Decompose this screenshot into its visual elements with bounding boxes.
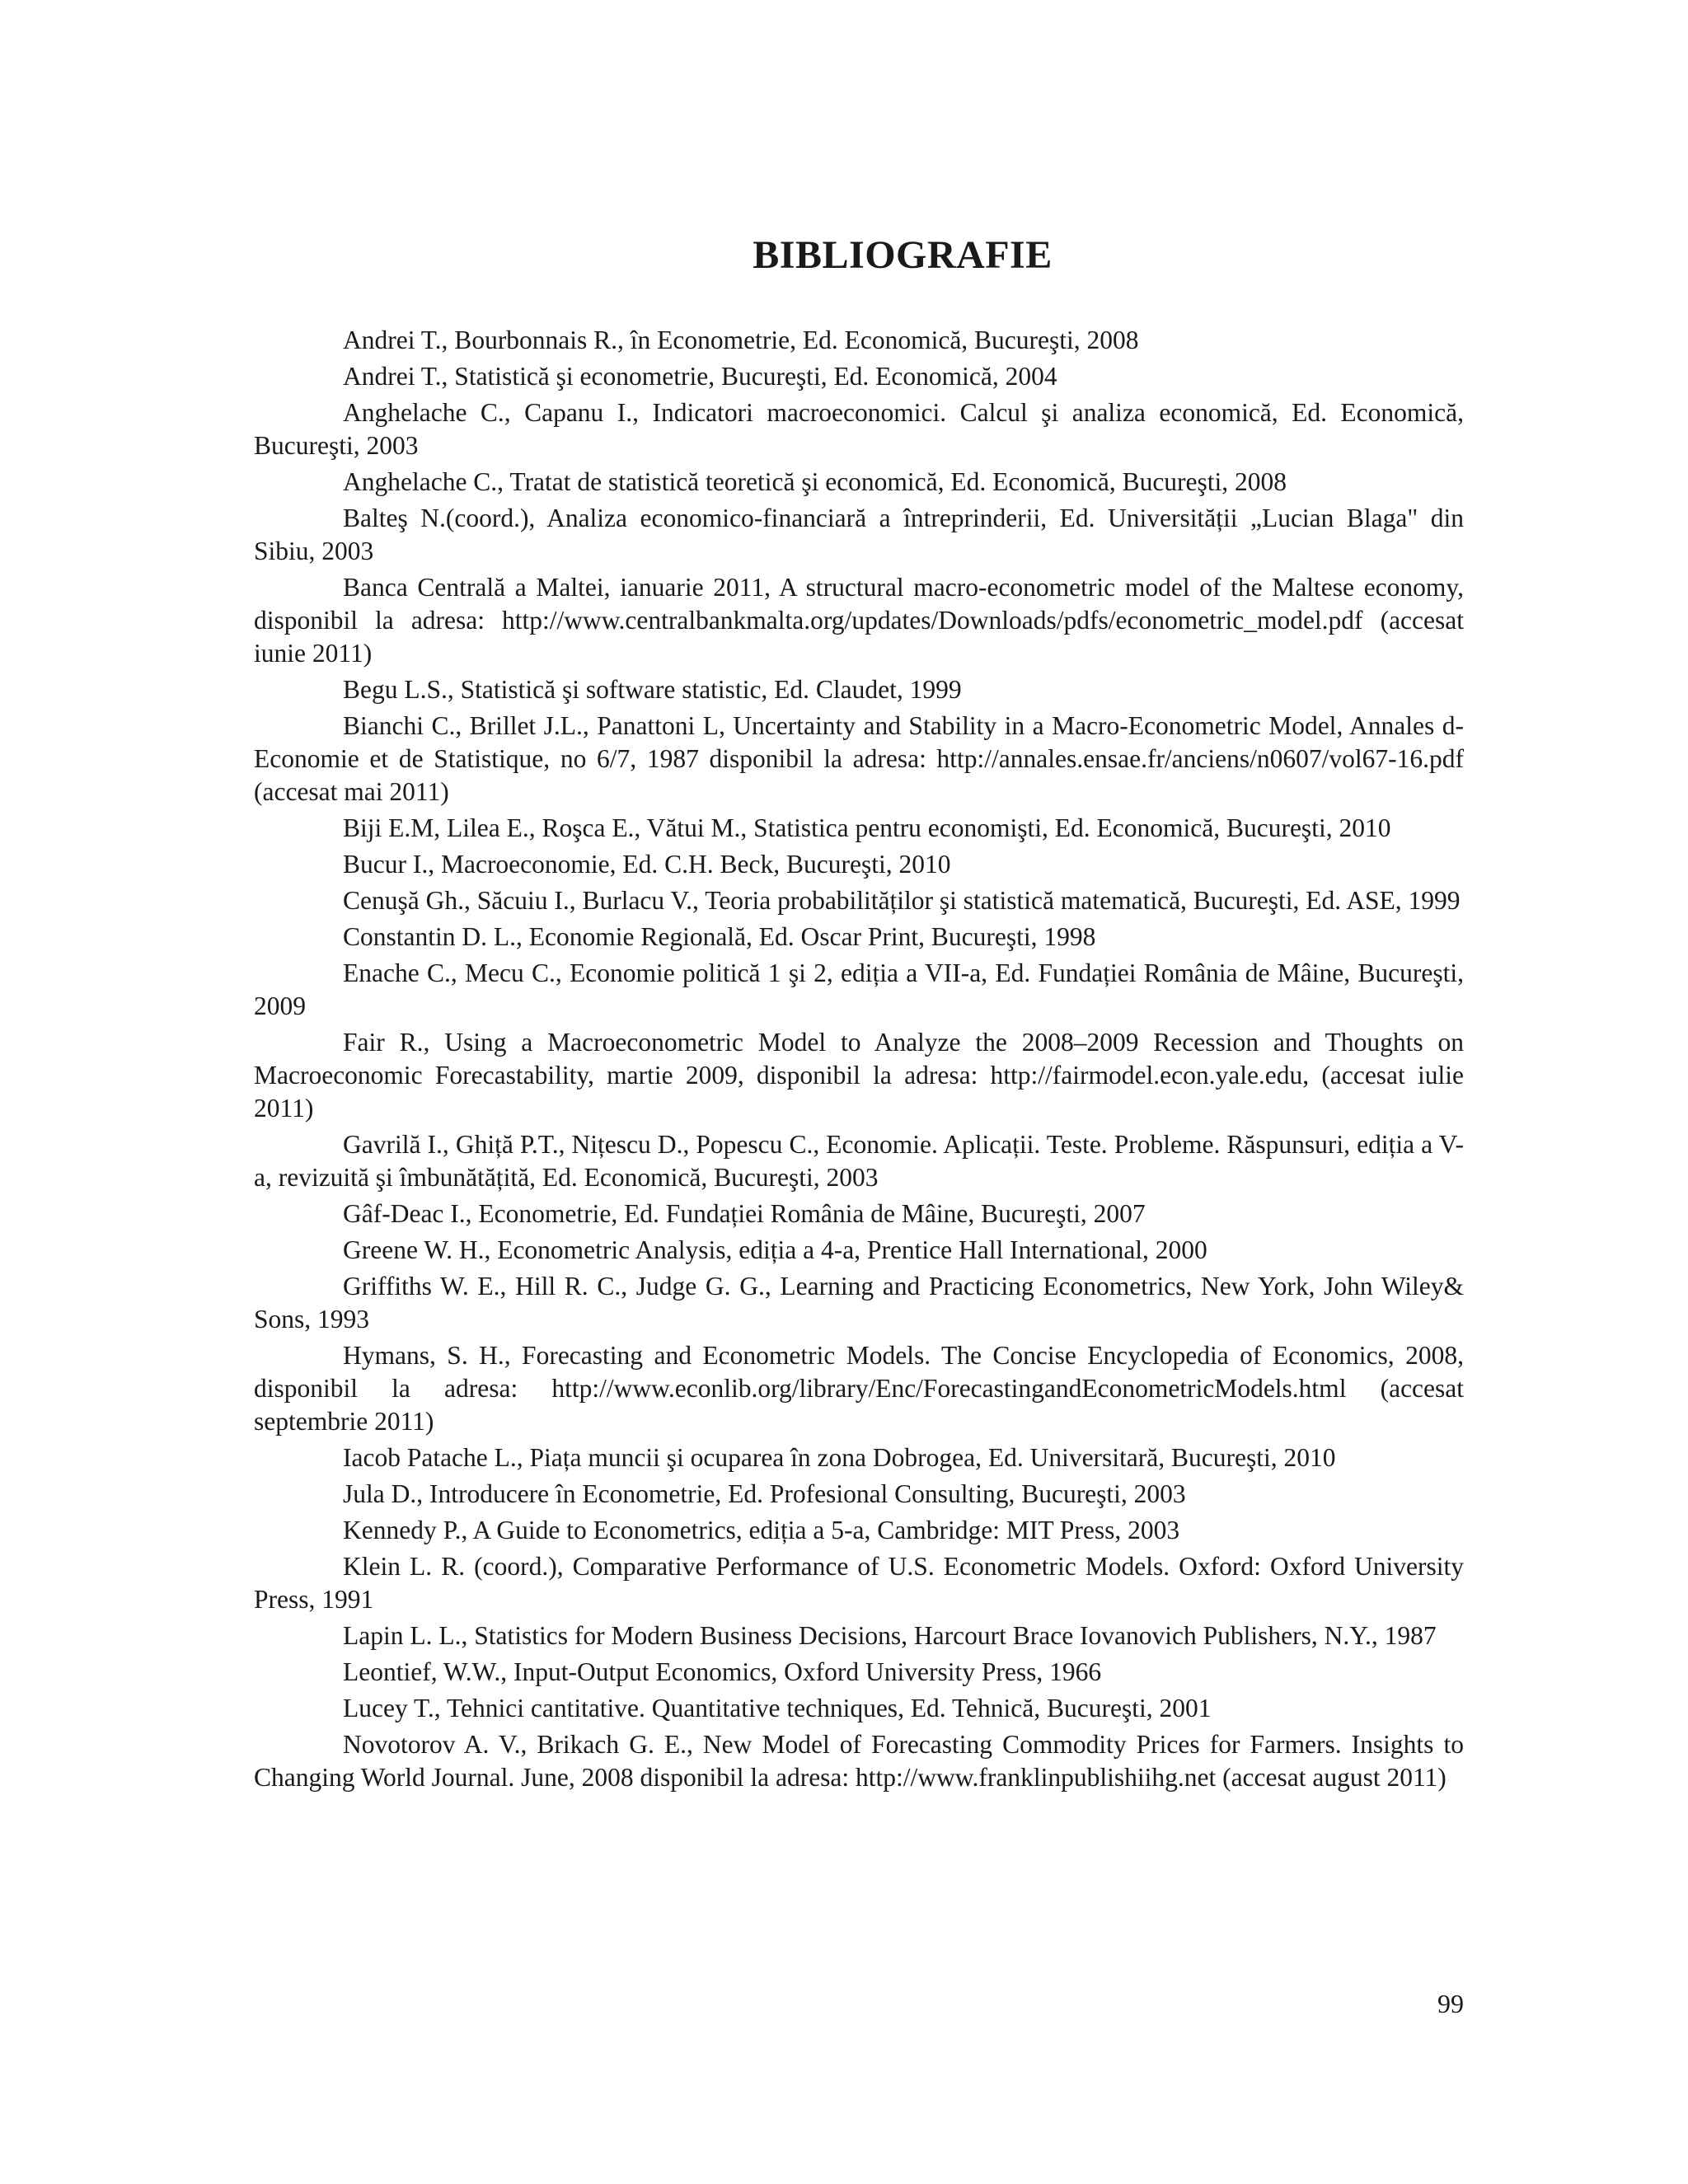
bibliography-entry: Griffiths W. E., Hill R. C., Judge G. G., Learning and Practicing Econometrics, New York, John Wiley& Sons, 1993 bbox=[254, 1272, 1464, 1333]
bibliography-entry: Gâf-Deac I., Econometrie, Ed. Fundației România de Mâine, Bucureşti, 2007 bbox=[343, 1199, 1146, 1228]
bibliography-entry: Kennedy P., A Guide to Econometrics, ediția a 5-a, Cambridge: MIT Press, 2003 bbox=[343, 1516, 1180, 1544]
bibliography-entry: Begu L.S., Statistică şi software statistic, Ed. Claudet, 1999 bbox=[343, 675, 962, 704]
bibliography-entry: Enache C., Mecu C., Economie politică 1 şi 2, ediția a VII-a, Ed. Fundației România de Mâine, Bucureşti, 2009 bbox=[254, 958, 1464, 1020]
bibliography-entry: Lucey T., Tehnici cantitative. Quantitative techniques, Ed. Tehnică, Bucureşti, 2001 bbox=[343, 1694, 1212, 1722]
bibliography-entry: Banca Centrală a Maltei, ianuarie 2011, A structural macro-econometric model of the Maltese economy, disponibil la adresa: http://www.centralbankmalta.org/updates/Downloads/pdfs/econometric_model.pdf (accesat iunie 2011) bbox=[254, 573, 1464, 668]
page-title: BIBLIOGRAFIE bbox=[753, 233, 1053, 277]
bibliography-entry: Gavrilă I., Ghiță P.T., Nițescu D., Popescu C., Economie. Aplicații. Teste. Probleme. Răspunsuri, ediția a V-a, revizuită şi îmbunătățită, Ed. Economică, Bucureşti, 2003 bbox=[254, 1130, 1464, 1192]
bibliography-entry: Andrei T., Bourbonnais R., în Econometrie, Ed. Economică, Bucureşti, 2008 bbox=[343, 326, 1139, 354]
bibliography-entry: Anghelache C., Capanu I., Indicatori macroeconomici. Calcul şi analiza economică, Ed. Economică, Bucureşti, 2003 bbox=[254, 398, 1464, 460]
bibliography-entry: Greene W. H., Econometric Analysis, ediția a 4-a, Prentice Hall International, 2000 bbox=[343, 1235, 1207, 1264]
bibliography-entry: Klein L. R. (coord.), Comparative Performance of U.S. Econometric Models. Oxford: Oxford University Press, 1991 bbox=[254, 1552, 1464, 1614]
bibliography-entry: Constantin D. L., Economie Regională, Ed. Oscar Print, Bucureşti, 1998 bbox=[343, 922, 1096, 951]
bibliography-entry: Hymans, S. H., Forecasting and Econometric Models. The Concise Encyclopedia of Economics, 2008, disponibil la adresa: http://www.econlib.org/library/Enc/ForecastingandEconometricModels.html (accesat septembrie 2011) bbox=[254, 1341, 1464, 1436]
bibliography-entry: Cenuşă Gh., Săcuiu I., Burlacu V., Teoria probabilităților şi statistică matematică, Bucureşti, Ed. ASE, 1999 bbox=[343, 886, 1461, 915]
bibliography-entry: Anghelache C., Tratat de statistică teoretică şi economică, Ed. Economică, Bucureşti, 2008 bbox=[343, 467, 1287, 496]
bibliography-entry: Novotorov A. V., Brikach G. E., New Model of Forecasting Commodity Prices for Farmers. Insights to Changing World Journal. June, 2008 disponibil la adresa: http://www.franklinpublishiihg.net (accesat august 2011) bbox=[254, 1730, 1464, 1792]
page-number: 99 bbox=[1437, 1989, 1464, 2018]
bibliography-entry: Fair R., Using a Macroeconometric Model to Analyze the 2008–2009 Recession and Thoughts on Macroeconomic Forecastability, martie 2009, disponibil la adresa: http://fairmodel.econ.yale.edu, (accesat iulie 2011) bbox=[254, 1028, 1464, 1122]
bibliography-entry: Leontief, W.W., Input-Output Economics, Oxford University Press, 1966 bbox=[343, 1657, 1102, 1686]
bibliography-entry: Iacob Patache L., Piața muncii şi ocuparea în zona Dobrogea, Ed. Universitară, Bucureşti, 2010 bbox=[343, 1443, 1336, 1472]
bibliography-entry: Jula D., Introducere în Econometrie, Ed. Profesional Consulting, Bucureşti, 2003 bbox=[343, 1479, 1186, 1508]
bibliography-list bbox=[254, 324, 1464, 1794]
bibliography-entry: Balteş N.(coord.), Analiza economico-financiară a întreprinderii, Ed. Universității „Lucian Blaga" din Sibiu, 2003 bbox=[254, 504, 1464, 565]
bibliography-entry: Lapin L. L., Statistics for Modern Business Decisions, Harcourt Brace Iovanovich Publishers, N.Y., 1987 bbox=[343, 1621, 1437, 1650]
bibliography-entry: Andrei T., Statistică şi econometrie, Bucureşti, Ed. Economică, 2004 bbox=[343, 362, 1057, 391]
bibliography-entry: Biji E.M, Lilea E., Roşca E., Vătui M., Statistica pentru economişti, Ed. Economică, Bucureşti, 2010 bbox=[343, 813, 1391, 842]
bibliography-entry: Bucur I., Macroeconomie, Ed. C.H. Beck, Bucureşti, 2010 bbox=[343, 850, 951, 879]
bibliography-entry: Bianchi C., Brillet J.L., Panattoni L, Uncertainty and Stability in a Macro-Econometric Model, Annales d-Economie et de Statistique, no 6/7, 1987 disponibil la adresa: http://annales.ensae.fr/anciens/n0607/vol67-16.pdf (accesat mai 2011) bbox=[254, 711, 1464, 806]
